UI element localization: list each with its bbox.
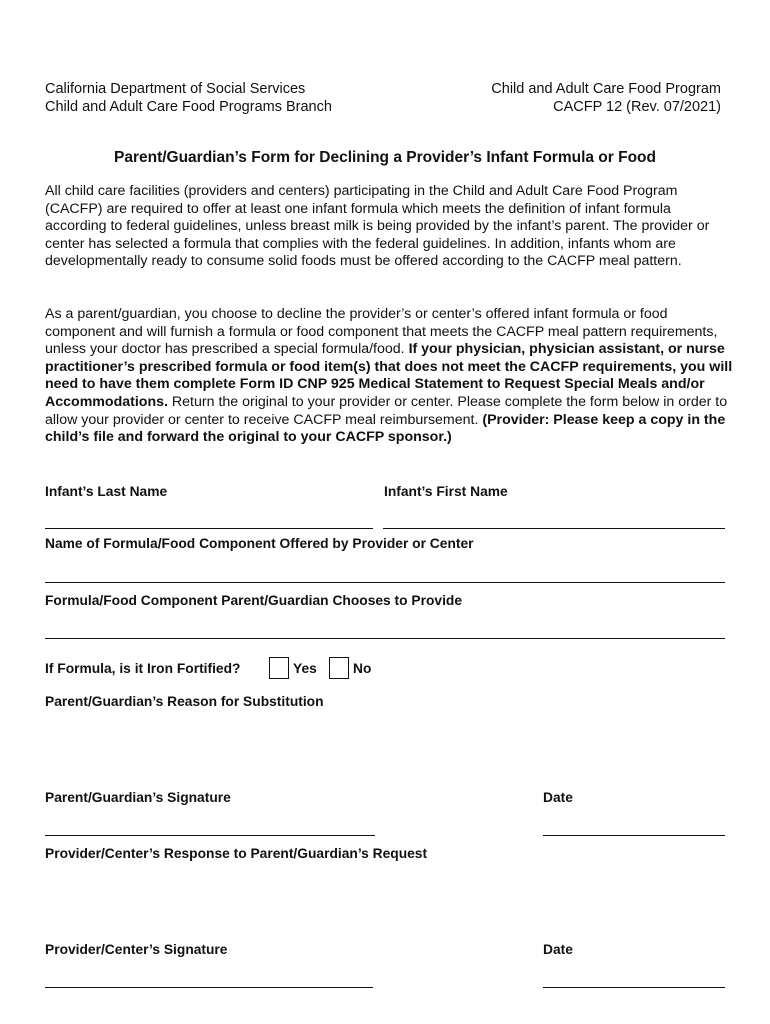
provider-signature-label: Provider/Center’s Signature <box>45 942 228 957</box>
instructions-text-2: Return the original to your provider or center. Please complete the form below in order to allow your provider or center to receive CACFP meal reimbursement. <box>45 393 728 428</box>
yes-label: Yes <box>293 661 317 676</box>
iron-fortified-label: If Formula, is it Iron Fortified? <box>45 661 241 676</box>
infant-first-name-field[interactable] <box>383 528 725 529</box>
iron-fortified-no-checkbox[interactable] <box>329 657 349 679</box>
branch-name: Child and Adult Care Food Programs Branch <box>45 99 332 115</box>
iron-fortified-yes-checkbox[interactable] <box>269 657 289 679</box>
formula-chosen-field[interactable] <box>45 638 725 639</box>
header-left <box>45 80 332 116</box>
provider-signature-field[interactable] <box>45 987 373 988</box>
infant-first-name-label: Infant’s First Name <box>384 484 508 499</box>
parent-signature-field[interactable] <box>45 835 375 836</box>
reason-label: Parent/Guardian’s Reason for Substitution <box>45 694 324 709</box>
intro-paragraph: All child care facilities (providers and centers) participating in the Child and Adult Care Food Program (CACFP) are required to offer at least one infant formula which meets the definition of infant formula according to federal guidelines, unless breast milk is being provided by the infant’s parent. The provider or center has selected a formula that complies with the federal guidelines. In addition, infants whom are developmentally ready to consume solid foods must be offered according to the CACFP meal pattern. <box>45 183 710 270</box>
provider-date-field[interactable] <box>543 987 725 988</box>
form-title: Parent/Guardian’s Form for Declining a Provider’s Infant Formula or Food <box>113 149 656 166</box>
instructions-text-1: As a parent/guardian, you choose to decline the provider’s or center’s offered infant formula or food component and will furnish a formula or food component that meets the CACFP meal pattern requirements, unless your doctor has prescribed a special formula/food. <box>45 306 718 358</box>
formula-offered-label: Name of Formula/Food Component Offered by Provider or Center <box>45 536 474 551</box>
form-number: CACFP 12 (Rev. 07/2021) <box>553 99 721 115</box>
formula-chosen-label: Formula/Food Component Parent/Guardian Chooses to Provide <box>45 593 463 608</box>
parent-signature-label: Parent/Guardian’s Signature <box>45 790 231 805</box>
parent-date-label: Date <box>543 790 573 805</box>
program-name: Child and Adult Care Food Program <box>491 81 721 97</box>
header-right <box>491 80 721 116</box>
infant-last-name-label: Infant’s Last Name <box>45 484 168 499</box>
provider-response-label: Provider/Center’s Response to Parent/Guardian’s Request <box>45 846 428 861</box>
instructions-paragraph <box>45 306 735 447</box>
infant-last-name-field[interactable] <box>45 528 373 529</box>
instructions-bold-1: If your physician, physician assistant, or nurse practitioner’s prescribed formula or food item(s) that does not meet the CACFP requirements, you will need to have them complete Form ID CNP 925 Medical Statement to Request Special Meals and/or Accommodations. <box>45 341 733 410</box>
agency-name: California Department of Social Services <box>45 81 306 97</box>
formula-offered-field[interactable] <box>45 582 725 583</box>
instructions-bold-2: (Provider: Please keep a copy in the child’s file and forward the original to your CACFP sponsor.) <box>45 411 726 446</box>
parent-date-field[interactable] <box>543 835 725 836</box>
no-label: No <box>353 661 372 676</box>
provider-date-label: Date <box>543 942 573 957</box>
